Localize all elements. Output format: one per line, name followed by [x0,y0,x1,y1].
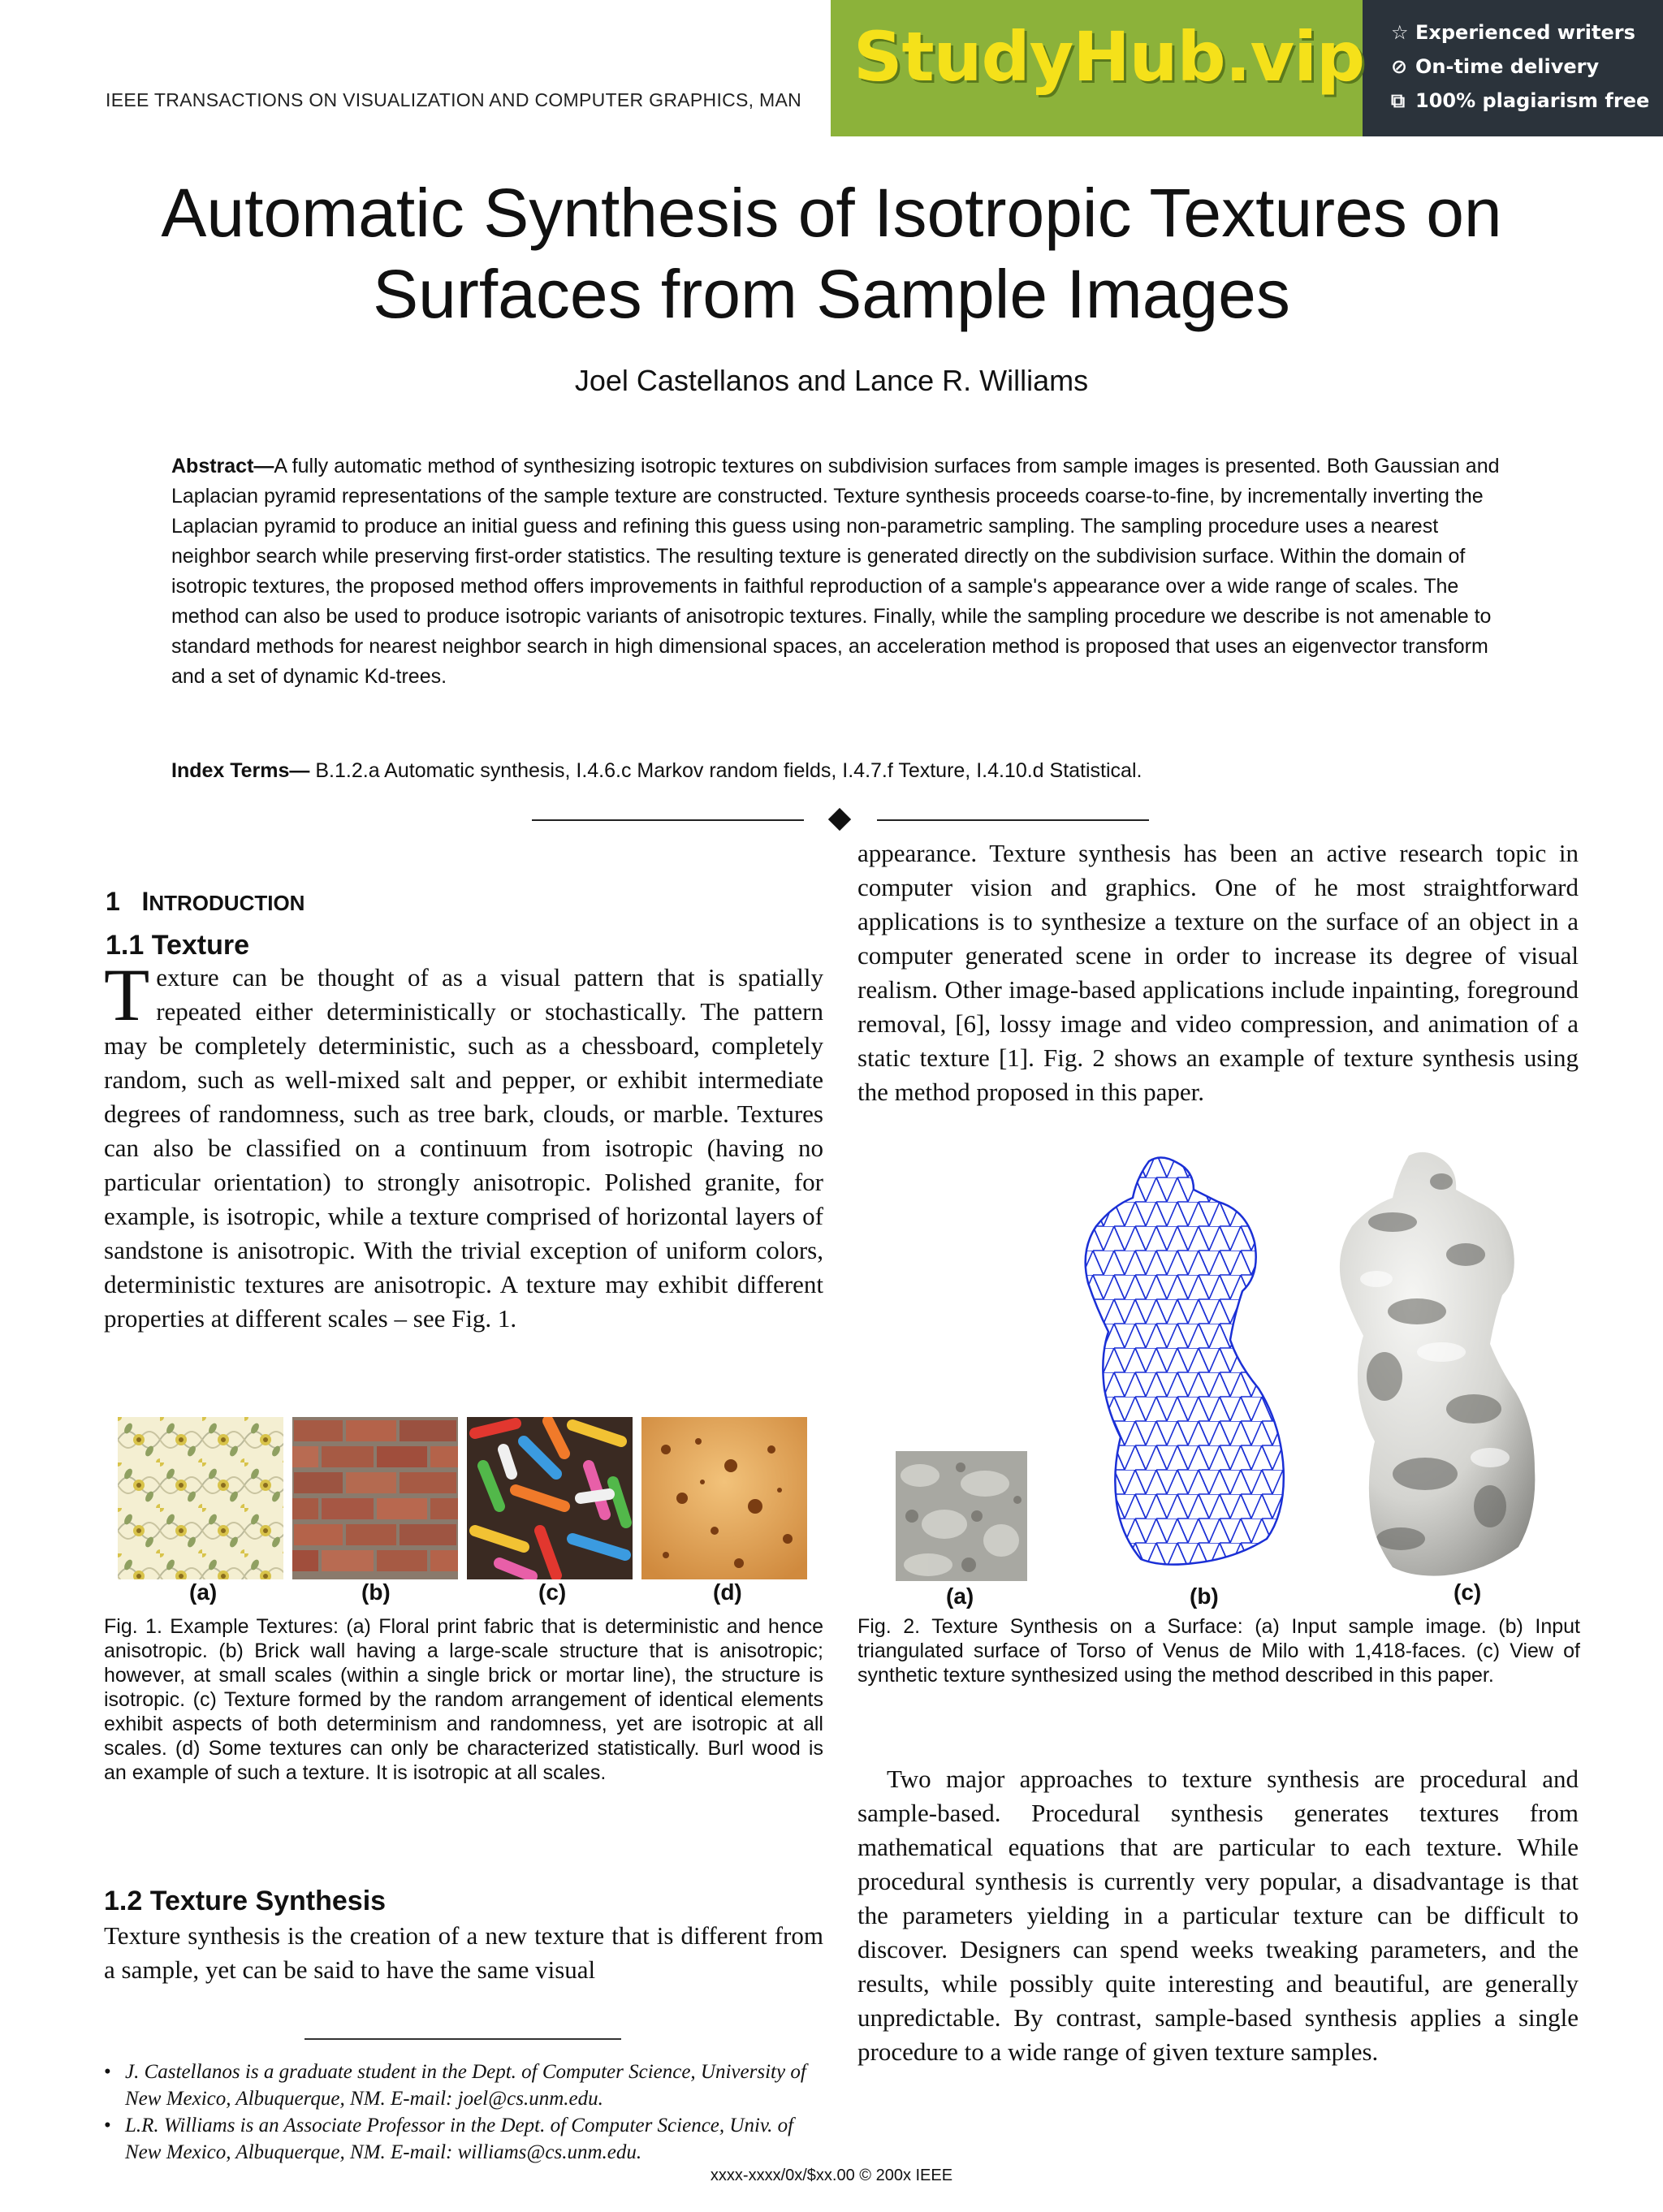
abstract-label: Abstract— [171,455,274,477]
studyhub-banner[interactable] [831,0,1663,136]
section-1-2-body [104,1919,823,1987]
fig1-label-b: (b) [361,1579,391,1605]
fig1-label-c: (c) [538,1579,567,1605]
figure-1-caption: Fig. 1. Example Textures: (a) Floral print fabric that is deterministic and hence anisotropic. (b) Brick wall having a large-scale structure that is anisotropic; however, at small scales (within a single brick or mortar line), the structure is isotropic. (c) Texture formed by the random arrangement of identical elements exhibit aspects of both determinism and randomness, yet are isotropic at all scales. (d) Some textures can only be characterized statistically. Burl wood is an example of such a texture. It is isotropic at all scales. [104,1615,823,1784]
section-1-2-paragraph: Texture synthesis is the creation of a new texture that is different from a sample, yet can be said to have the same visual [104,1921,823,1984]
footnote-1: • J. Castellanos is a graduate student in the Dept. of Computer Science, University of New Mexico, Albuquerque, NM. E-mail: joel@cs.unm.edu. [104,2059,823,2112]
texture-floral-image [118,1417,283,1579]
diamond-icon [828,808,851,831]
title-line-1: Automatic Synthesis of Isotropic Textures on [161,175,1502,251]
footnote-2: • L.R. Williams is an Associate Professor in the Dept. of Computer Science, Univ. of New Mexico, Albuquerque, NM. E-mail: williams@cs.unm.edu. [104,2112,823,2166]
index-terms-label: Index Terms— [171,759,310,782]
banner-feature-1: ☆ Experienced writers [1391,21,1635,44]
copyright-footer: xxxx-xxxx/0x/$xx.00 © 200x IEEE [710,2167,953,2184]
approaches-body [857,1762,1579,2069]
section-1-1-heading: 1.1 Texture [106,930,250,961]
index-terms-text: B.1.2.a Automatic synthesis, I.4.6.c Markov random fields, I.4.7.f Texture, I.4.10.d Statistical. [309,759,1143,782]
input-sample-image [896,1451,1027,1581]
approaches-paragraph: Two major approaches to texture synthesis are procedural and sample-based. Procedural synthesis generates textures from mathematical equations that are particular to each texture. While procedural synthesis is currently very popular, a disadvantage is that the parameters yielding in a particular texture can be difficult to discover. Designers can spend weeks tweaking parameters, and the results, while possibly quite interesting and beautiful, are generally unpredictable. By contrast, sample-based synthesis applies a single procedure to a wide range of given texture samples. [857,1765,1579,2066]
intro-continued-body [857,836,1579,1109]
journal-header: IEEE TRANSACTIONS ON VISUALIZATION AND COMPUTER GRAPHICS, MAN [106,89,802,110]
texture-sprinkles-image [467,1417,633,1579]
paper-title [0,172,1663,335]
fig1-label-d: (d) [713,1579,742,1605]
clock-icon: ⊘ [1391,55,1408,78]
section-1-2-heading: 1.2 Texture Synthesis [104,1886,387,1916]
section-1-heading: 1 INTRODUCTION [106,887,305,916]
section-separator [532,808,1149,832]
paper-authors: Joel Castellanos and Lance R. Williams [574,364,1089,397]
title-line-2: Surfaces from Sample Images [373,256,1290,332]
texture-brick-image [292,1417,458,1579]
banner-feature-2: ⊘ On-time delivery [1391,55,1600,78]
fig2-label-a: (a) [946,1583,974,1609]
footnote-rule [305,2038,621,2040]
index-terms [171,759,1503,783]
copy-icon: ⧉ [1391,89,1406,112]
fig2-label-b: (b) [1190,1583,1219,1609]
footnotes [104,2059,823,2166]
banner-logo[interactable]: StudyHub.vip [853,17,1365,97]
section-1-1-body [104,953,823,1336]
torso-wireframe-image [1072,1153,1291,1575]
abstract-text: A fully automatic method of synthesizing isotropic textures on subdivision surfaces from sample images is presented. Both Gaussian and Laplacian pyramid representations of the sample texture are constructed. Texture synthesis proceeds coarse-to-fine, by incrementally inverting the Laplacian pyramid to produce an initial guess and refining this guess using non-parametric sampling. The sampling procedure uses a nearest neighbor search while preserving first-order statistics. The resulting texture is generated directly on the subdivision surface. Within the domain of isotropic textures, the proposed method offers improvements in faithful reproduction of a sample's appearance over a wide range of scales. The method can also be used to produce isotropic variants of anisotropic textures. Finally, while the sampling procedure we describe is not amenable to standard methods for nearest neighbor search in high dimensional spaces, an acceleration method is proposed that uses an eigenvector transform and a set of dynamic Kd-trees. [171,455,1500,688]
star-icon: ☆ [1391,21,1409,44]
figure-1-images [118,1417,808,1579]
drop-cap: T [104,953,150,1036]
abstract [171,451,1503,692]
intro-continued-paragraph: appearance. Texture synthesis has been an active research topic in computer vision and graphics. One of he most straightforward applications is to synthesize a texture on the surface of an object in a computer generated scene in order to increase its degree of visual realism. Other image-based applications include inpainting, foreground removal, [6], lossy image and video compression, and animation of a static texture [1]. Fig. 2 shows an example of texture synthesis using the method proposed in this paper. [857,839,1579,1106]
torso-textured-image [1328,1149,1539,1588]
texture-burlwood-image [641,1417,807,1579]
figure-2-caption: Fig. 2. Texture Synthesis on a Surface: (a) Input sample image. (b) Input triangulated surface of Torso of Venus de Milo with 1,418-faces. (c) View of synthetic texture synthesized using the method described in this paper. [857,1615,1580,1687]
fig1-label-a: (a) [189,1579,218,1605]
section-1-1-paragraph: exture can be thought of as a visual pattern that is spatially repeated either deterministically or stochastically. The pattern may be completely deterministic, such as a chessboard, completely random, such as well-mixed salt and pepper, or exhibit intermediate degrees of randomness, such as tree bark, clouds, or marble. Textures can also be classified on a continuum from isotropic (having no particular orientation) to strongly anisotropic. Polished granite, for example, is isotropic, while a texture comprised of horizontal layers of sandstone is anisotropic. With the trivial exception of uniform colors, deterministic textures are anisotropic. A texture may exhibit different properties at different scales – see Fig. 1. [104,963,823,1333]
fig2-label-c: (c) [1454,1579,1482,1605]
banner-feature-3: ⧉ 100% plagiarism free [1391,89,1650,112]
